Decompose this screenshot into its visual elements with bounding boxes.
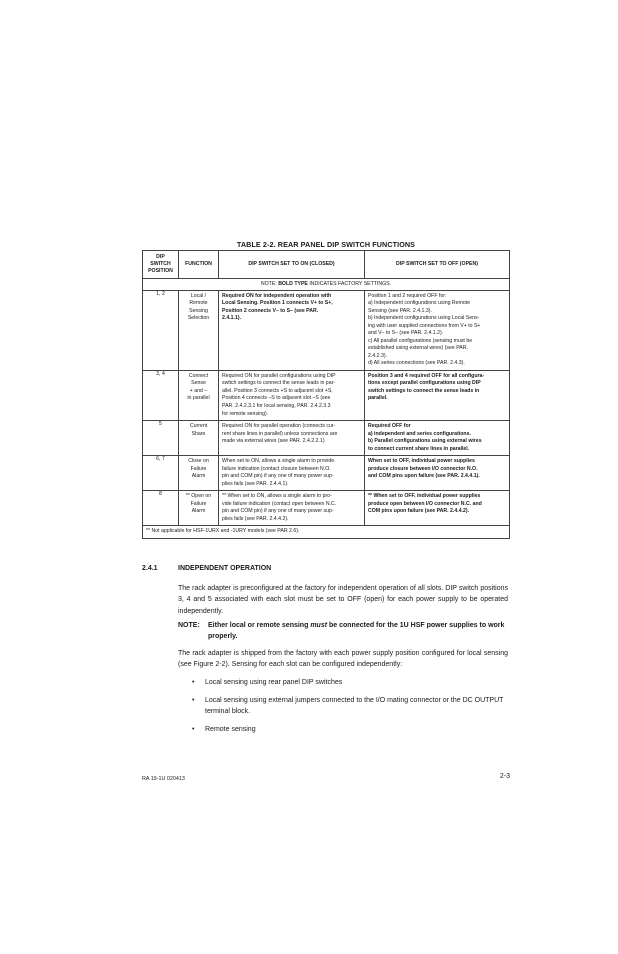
on-line: Local Sensing. Position 1 connects V+ to S+, — [222, 300, 333, 307]
function-line: Connect — [188, 372, 209, 379]
note-bold: BOLD TYPE — [278, 280, 308, 287]
function-cell — [179, 290, 219, 370]
on-line: 2.4.1.1). — [222, 315, 242, 322]
on-line: PAR. 2.4.2.3.1 for local sensing, PAR. 2.4.2.3.3 — [222, 403, 331, 410]
on-line: switch settings to connect the sense leads in par- — [222, 380, 336, 387]
function-line: Remote — [189, 300, 208, 307]
on-line: Required ON for independent operation with — [222, 292, 332, 299]
function-line: Close on — [188, 458, 209, 465]
off-line: a) Independent configurations using Remote — [368, 300, 471, 307]
function-cell — [179, 491, 219, 526]
function-line: Sense — [191, 380, 206, 387]
header-position — [143, 251, 179, 279]
on-line: Required ON for parallel operation (connects cur- — [222, 423, 336, 430]
off-line: ing with user supplied connections from V+ to S+ — [368, 322, 481, 329]
off-line: b) Parallel configurations using external wires — [368, 438, 482, 445]
function-line: Alarm — [191, 473, 206, 480]
on-line: Position 2 connects V– to S– (see PAR. — [222, 307, 319, 314]
off-line: 2.4.2.3). — [368, 352, 388, 359]
off-line: Required OFF for — [368, 423, 411, 430]
off-line: a) independent and series configurations. — [368, 430, 471, 437]
table-row — [143, 421, 510, 456]
off-line: b) Independent configurations using Local Sens- — [368, 315, 480, 322]
list-item — [192, 695, 510, 716]
off-cell — [365, 456, 510, 491]
table-title: TABLE 2-2. REAR PANEL DIP SWITCH FUNCTIONS — [236, 240, 416, 249]
note-suffix: INDICATES FACTORY SETTINGS. — [307, 280, 392, 287]
table-footnote-row — [143, 526, 510, 539]
off-cell — [365, 491, 510, 526]
off-line: Position 1 and 2 required OFF for: — [368, 292, 447, 299]
off-line: c) All parallel configurations (sensing must be — [368, 337, 473, 344]
function-line: Alarm — [191, 508, 206, 515]
off-line: to connect current share lines in parallel. — [368, 445, 470, 452]
off-line: When set to OFF, individual power supplies — [368, 458, 475, 465]
function-line: Share — [191, 430, 206, 437]
dip-switch-table — [142, 250, 510, 539]
function-line: Selection — [187, 315, 210, 322]
table-note-row — [143, 279, 510, 291]
off-line: produce closure between I/O connector N.O. — [368, 465, 478, 472]
factory-settings-note — [143, 279, 510, 291]
off-line: d) All series connections (see PAR. 2.4.3). — [368, 360, 465, 367]
list-item-text: Remote sensing — [205, 726, 256, 733]
table-header-row — [143, 251, 510, 279]
function-line: Local / — [190, 292, 207, 299]
position-cell: 3, 4 — [143, 370, 179, 420]
table-row — [143, 456, 510, 491]
note-text-pre: Either local or remote sensing — [208, 622, 311, 629]
list-item — [192, 677, 510, 688]
note-prefix: NOTE: — [260, 280, 279, 287]
function-line: ** Open on — [185, 493, 212, 500]
off-cell — [365, 370, 510, 420]
on-cell — [219, 290, 365, 370]
on-cell — [219, 491, 365, 526]
note-label: NOTE: — [178, 622, 200, 629]
bullet-icon: • — [192, 726, 195, 733]
note-emphasis: must — [310, 622, 328, 629]
off-line: tions except parallel configurations using DIP — [368, 380, 481, 387]
on-line: pin and COM pin) if any one of many power sup- — [222, 473, 334, 480]
on-line: pin and COM pin) if any one of many power sup- — [222, 508, 334, 515]
off-line: and V– to S– (see PAR. 2.4.1.2). — [368, 330, 444, 337]
on-line: for remote sensing). — [222, 410, 269, 417]
section-title: INDEPENDENT OPERATION — [178, 565, 272, 572]
on-line: plies fails (see PAR. 2.4.4.1). — [222, 480, 289, 487]
off-cell — [365, 290, 510, 370]
on-line: allel. Position 3 connects +S to adjacent slot +S, — [222, 387, 333, 394]
on-line: plies fails (see PAR. 2.4.4.2). — [222, 515, 289, 522]
body-paragraph: The rack adapter is preconfigured at the factory for independent operation of all slots. DIP switch positions 3, 4 and 5 associated with each slot must be set to OFF (open) for each power supply to be operated independently. — [178, 585, 508, 615]
off-line: established using external wires) (see PAR. — [368, 345, 468, 352]
position-cell: 8 — [143, 491, 179, 526]
body-paragraph: The rack adapter is shipped from the factory with each power supply position configured for local sensing (see Figure 2-2). Sensing for each slot can be configured independently: — [178, 650, 508, 669]
on-line: Required ON for parallel configurations using DIP — [222, 372, 336, 379]
off-line: Position 3 and 4 required OFF for all configura- — [368, 372, 485, 379]
list-item-text: Local sensing using rear panel DIP switches — [205, 679, 343, 686]
on-line: rent share lines in parallel) unless connections are — [222, 430, 338, 437]
off-cell — [365, 421, 510, 456]
function-line: Sensing — [189, 307, 208, 314]
position-cell: 1, 2 — [143, 290, 179, 370]
function-line: in parallel — [187, 395, 210, 402]
table-row — [143, 290, 510, 370]
bullet-icon: • — [192, 679, 195, 686]
on-line: vide failure indication (contact open between N.C. — [222, 500, 337, 507]
function-cell — [179, 421, 219, 456]
on-line: made via external wires (see PAR. 2.4.2.2.1) — [222, 438, 325, 445]
footer-doc-id: RA 19-1U 020413 — [142, 776, 185, 782]
function-cell — [179, 370, 219, 420]
list-item — [192, 724, 510, 735]
position-cell: 5 — [143, 421, 179, 456]
bullet-icon: • — [192, 697, 195, 704]
note-text-post: be connected for the 1U HSF power supplies to work properly. — [208, 622, 505, 640]
section-number: 2.4.1 — [142, 565, 158, 572]
footer-page-number: 2-3 — [499, 773, 510, 780]
header-off: DIP SWITCH SET TO OFF (OPEN) — [365, 251, 510, 279]
off-line: COM pins upon failure (see PAR. 2.4.4.2). — [368, 508, 470, 515]
off-line: and COM pins upon failure (see PAR. 2.4.4.1). — [368, 473, 480, 480]
off-line: Sensing (see PAR. 2.4.1.3). — [368, 307, 432, 314]
off-line: ** When set to OFF, individual power supplies — [368, 493, 481, 500]
header-position-line: POSITION — [148, 268, 173, 275]
function-line: Failure — [190, 465, 207, 472]
header-function: FUNCTION — [179, 251, 219, 279]
function-line: + and – — [189, 387, 208, 394]
on-line: ** When set to ON, allows a single alarm to pro- — [222, 493, 332, 500]
header-position-line: SWITCH — [150, 261, 171, 268]
list-item-text: Local sensing using external jumpers connected to the I/O mating connector or the DC OUTPUT terminal block. — [205, 697, 504, 716]
table-row — [143, 370, 510, 420]
header-on: DIP SWITCH SET TO ON (CLOSED) — [219, 251, 365, 279]
function-line: Current — [189, 423, 208, 430]
off-line: produce open between I/O connector N.C. and — [368, 500, 482, 507]
on-line: failure indication (contact closure between N.O. — [222, 465, 331, 472]
on-cell — [219, 456, 365, 491]
on-cell — [219, 370, 365, 420]
off-line: parallel. — [368, 395, 388, 402]
position-cell: 6, 7 — [143, 456, 179, 491]
table-row — [143, 491, 510, 526]
on-line: Position 4 connects –S to adjacent slot –S (see — [222, 395, 331, 402]
table-footnote: ** Not applicable for HSF-1URX and -1URY models (see PAR 2.6). — [143, 526, 510, 539]
note-text — [208, 620, 510, 642]
on-cell — [219, 421, 365, 456]
on-line: When set to ON, allows a single alarm to provide — [222, 458, 335, 465]
off-line: switch settings to connect the sense leads in — [368, 387, 480, 394]
function-line: Failure — [190, 500, 207, 507]
function-cell — [179, 456, 219, 491]
header-position-line: DIP — [156, 254, 165, 260]
